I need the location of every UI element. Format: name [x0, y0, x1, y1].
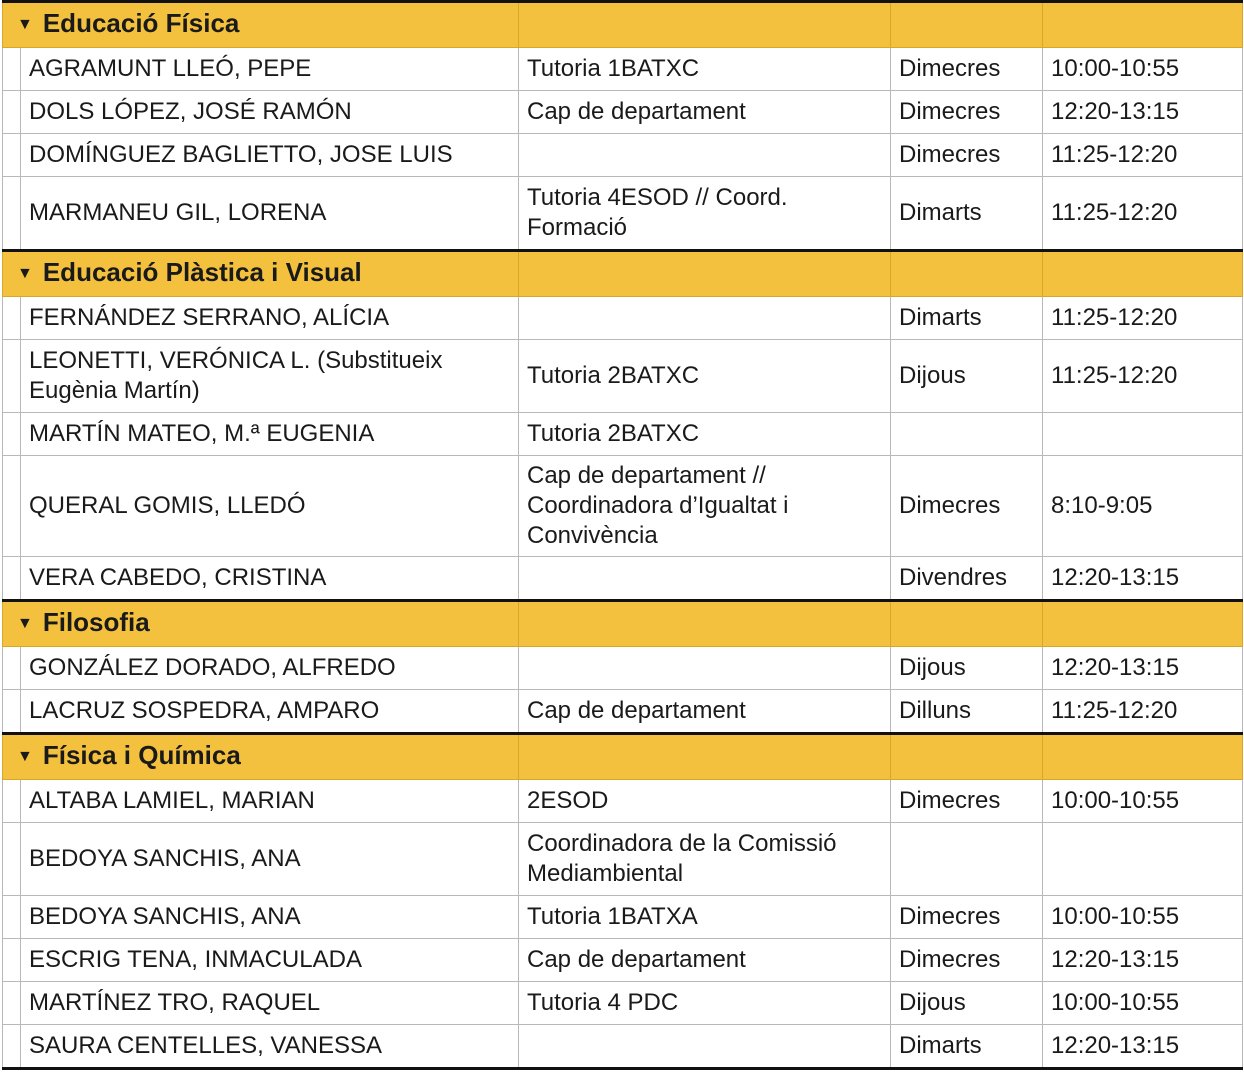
name-cell[interactable]: SAURA CENTELLES, VANESSA: [21, 1025, 519, 1069]
name-cell[interactable]: BEDOYA SANCHIS, ANA: [21, 823, 519, 896]
row-gutter: [3, 297, 21, 340]
time-cell[interactable]: [1043, 413, 1243, 456]
row-gutter: [3, 982, 21, 1025]
day-cell[interactable]: Dijous: [891, 982, 1043, 1025]
group-header-cell[interactable]: [519, 251, 891, 297]
group-header-row: [3, 2, 1243, 48]
day-cell[interactable]: Dijous: [891, 647, 1043, 690]
table-row: [3, 982, 1243, 1025]
time-cell[interactable]: [1043, 823, 1243, 896]
day-cell[interactable]: Dimecres: [891, 896, 1043, 939]
group-title-cell[interactable]: [3, 734, 519, 780]
name-cell[interactable]: LEONETTI, VERÓNICA L. (Substitueix Eugènia Martín): [21, 340, 519, 413]
day-cell[interactable]: Dimarts: [891, 177, 1043, 251]
time-cell[interactable]: 12:20-13:15: [1043, 939, 1243, 982]
name-cell[interactable]: BEDOYA SANCHIS, ANA: [21, 896, 519, 939]
role-cell[interactable]: [519, 647, 891, 690]
table-row: [3, 690, 1243, 734]
row-gutter: [3, 48, 21, 91]
row-gutter: [3, 1025, 21, 1069]
role-cell[interactable]: [519, 1025, 891, 1069]
time-cell[interactable]: 11:25-12:20: [1043, 134, 1243, 177]
name-cell[interactable]: MARTÍNEZ TRO, RAQUEL: [21, 982, 519, 1025]
time-cell[interactable]: 10:00-10:55: [1043, 48, 1243, 91]
disclosure-triangle-down-icon[interactable]: ▼: [17, 614, 33, 632]
day-cell[interactable]: [891, 413, 1043, 456]
name-cell[interactable]: ALTABA LAMIEL, MARIAN: [21, 780, 519, 823]
row-gutter: [3, 647, 21, 690]
day-cell[interactable]: Dimarts: [891, 297, 1043, 340]
row-gutter: [3, 413, 21, 456]
row-gutter: [3, 690, 21, 734]
group-title: Educació Plàstica i Visual: [42, 256, 362, 287]
day-cell[interactable]: Dimecres: [891, 48, 1043, 91]
role-cell[interactable]: Tutoria 4ESOD // Coord. Formació: [519, 177, 891, 251]
day-cell[interactable]: [891, 823, 1043, 896]
table-row: [3, 823, 1243, 896]
table-row: [3, 780, 1243, 823]
table-row: [3, 297, 1243, 340]
group-title: Filosofia: [42, 606, 150, 637]
day-cell[interactable]: Dimecres: [891, 134, 1043, 177]
group-title-cell[interactable]: [3, 2, 519, 48]
group-title-cell[interactable]: [3, 251, 519, 297]
day-cell[interactable]: Dimecres: [891, 780, 1043, 823]
row-gutter: [3, 134, 21, 177]
staff-schedule-table: [2, 0, 1243, 1070]
group-header-cell[interactable]: [519, 734, 891, 780]
name-cell[interactable]: GONZÁLEZ DORADO, ALFREDO: [21, 647, 519, 690]
table-row: [3, 647, 1243, 690]
row-gutter: [3, 823, 21, 896]
group-header-cell[interactable]: [1043, 251, 1243, 297]
day-cell[interactable]: Dilluns: [891, 690, 1043, 734]
role-cell[interactable]: 2ESOD: [519, 780, 891, 823]
role-cell[interactable]: Cap de departament: [519, 939, 891, 982]
group-header-cell[interactable]: [519, 601, 891, 647]
name-cell[interactable]: LACRUZ SOSPEDRA, AMPARO: [21, 690, 519, 734]
time-cell[interactable]: 10:00-10:55: [1043, 896, 1243, 939]
day-cell[interactable]: Dimecres: [891, 939, 1043, 982]
disclosure-triangle-down-icon[interactable]: ▼: [17, 264, 33, 282]
name-cell[interactable]: AGRAMUNT LLEÓ, PEPE: [21, 48, 519, 91]
role-cell[interactable]: Cap de departament // Coordinadora d’Igualtat i Convivència: [519, 456, 891, 557]
time-cell[interactable]: 12:20-13:15: [1043, 91, 1243, 134]
group-header-cell[interactable]: [891, 2, 1043, 48]
time-cell[interactable]: 11:25-12:20: [1043, 690, 1243, 734]
name-cell[interactable]: DOLS LÓPEZ, JOSÉ RAMÓN: [21, 91, 519, 134]
day-cell[interactable]: Divendres: [891, 557, 1043, 601]
time-cell[interactable]: 11:25-12:20: [1043, 340, 1243, 413]
table-row: [3, 896, 1243, 939]
time-cell[interactable]: 10:00-10:55: [1043, 780, 1243, 823]
table-row: [3, 340, 1243, 413]
group-header-cell[interactable]: [1043, 2, 1243, 48]
group-header-cell[interactable]: [891, 601, 1043, 647]
group-header-cell[interactable]: [519, 2, 891, 48]
name-cell[interactable]: ESCRIG TENA, INMACULADA: [21, 939, 519, 982]
row-gutter: [3, 177, 21, 251]
role-cell[interactable]: Cap de departament: [519, 91, 891, 134]
table-row: [3, 177, 1243, 251]
name-cell[interactable]: MARMANEU GIL, LORENA: [21, 177, 519, 251]
row-gutter: [3, 340, 21, 413]
role-cell[interactable]: Tutoria 1BATXC: [519, 48, 891, 91]
table-row: [3, 134, 1243, 177]
row-gutter: [3, 91, 21, 134]
table-row: [3, 456, 1243, 557]
group-header-cell[interactable]: [891, 251, 1043, 297]
table-row: [3, 48, 1243, 91]
table-row: [3, 413, 1243, 456]
disclosure-triangle-down-icon[interactable]: ▼: [17, 15, 33, 33]
table-row: [3, 91, 1243, 134]
group-header-cell[interactable]: [1043, 734, 1243, 780]
group-title: Física i Química: [42, 739, 241, 770]
role-cell[interactable]: Cap de departament: [519, 690, 891, 734]
name-cell[interactable]: VERA CABEDO, CRISTINA: [21, 557, 519, 601]
row-gutter: [3, 557, 21, 601]
day-cell[interactable]: Dimecres: [891, 456, 1043, 557]
role-cell[interactable]: [519, 297, 891, 340]
group-header-row: [3, 601, 1243, 647]
role-cell[interactable]: [519, 557, 891, 601]
group-header-row: [3, 251, 1243, 297]
day-cell[interactable]: Dimarts: [891, 1025, 1043, 1069]
row-gutter: [3, 780, 21, 823]
role-cell[interactable]: Tutoria 1BATXA: [519, 896, 891, 939]
name-cell[interactable]: FERNÁNDEZ SERRANO, ALÍCIA: [21, 297, 519, 340]
time-cell[interactable]: 12:20-13:15: [1043, 647, 1243, 690]
spreadsheet-view: [2, 0, 1242, 1070]
name-cell[interactable]: MARTÍN MATEO, M.ª EUGENIA: [21, 413, 519, 456]
time-cell[interactable]: 12:20-13:15: [1043, 557, 1243, 601]
table-row: [3, 557, 1243, 601]
time-cell[interactable]: 8:10-9:05: [1043, 456, 1243, 557]
row-gutter: [3, 896, 21, 939]
group-header-cell[interactable]: [891, 734, 1043, 780]
name-cell[interactable]: QUERAL GOMIS, LLEDÓ: [21, 456, 519, 557]
group-title-cell[interactable]: [3, 601, 519, 647]
time-cell[interactable]: 11:25-12:20: [1043, 177, 1243, 251]
role-cell[interactable]: Tutoria 4 PDC: [519, 982, 891, 1025]
day-cell[interactable]: Dijous: [891, 340, 1043, 413]
table-row: [3, 1025, 1243, 1069]
day-cell[interactable]: Dimecres: [891, 91, 1043, 134]
time-cell[interactable]: 11:25-12:20: [1043, 297, 1243, 340]
role-cell[interactable]: Tutoria 2BATXC: [519, 413, 891, 456]
time-cell[interactable]: 10:00-10:55: [1043, 982, 1243, 1025]
role-cell[interactable]: [519, 134, 891, 177]
time-cell[interactable]: 12:20-13:15: [1043, 1025, 1243, 1069]
disclosure-triangle-down-icon[interactable]: ▼: [17, 747, 33, 765]
row-gutter: [3, 456, 21, 557]
group-title: Educació Física: [42, 7, 240, 38]
table-row: [3, 939, 1243, 982]
name-cell[interactable]: DOMÍNGUEZ BAGLIETTO, JOSE LUIS: [21, 134, 519, 177]
row-gutter: [3, 939, 21, 982]
group-header-cell[interactable]: [1043, 601, 1243, 647]
group-header-row: [3, 734, 1243, 780]
role-cell[interactable]: Tutoria 2BATXC: [519, 340, 891, 413]
role-cell[interactable]: Coordinadora de la Comissió Mediambiental: [519, 823, 891, 896]
